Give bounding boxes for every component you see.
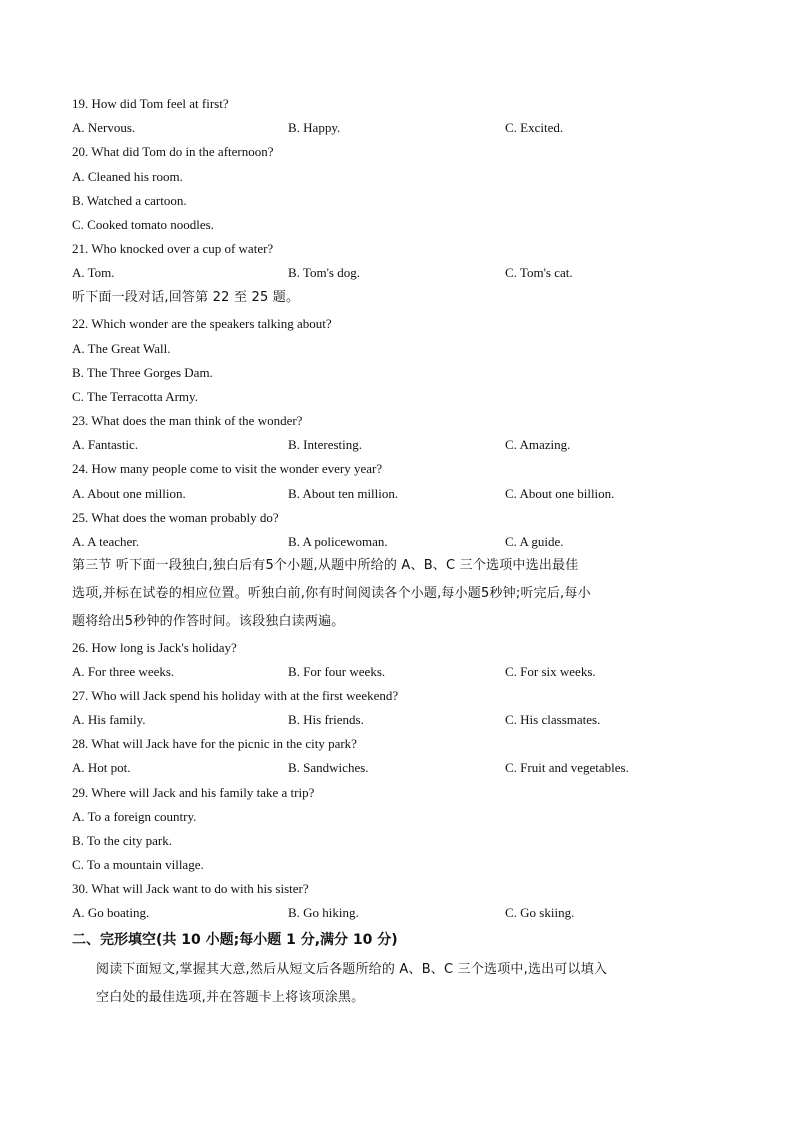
option-a: A. Tom. <box>72 265 115 280</box>
part2-instructions-line-1: 阅读下面短文,掌握其大意,然后从短文后各题所给的 A、B、C 三个选项中,选出可以填入 <box>96 962 608 977</box>
option-c: C. For six weeks. <box>505 664 596 679</box>
question-20-option-c: C. Cooked tomato noodles. <box>72 217 214 232</box>
question-29-option-a: A. To a foreign country. <box>72 809 197 824</box>
option-a: A. About one million. <box>72 486 186 501</box>
option-b: B. Happy. <box>288 120 341 135</box>
option-b: B. A policewoman. <box>288 534 388 549</box>
question-23: 23. What does the man think of the wonder? <box>72 413 303 428</box>
option-b: B. About ten million. <box>288 486 399 501</box>
question-24-options <box>72 486 772 502</box>
option-c: C. Tom's cat. <box>505 265 573 280</box>
part2-instructions-line-2: 空白处的最佳选项,并在答题卡上将该项涂黑。 <box>96 990 365 1005</box>
question-20: 20. What did Tom do in the afternoon? <box>72 144 274 159</box>
part2-heading: 二、完形填空(共 10 小题;每小题 1 分,满分 10 分) <box>72 932 398 948</box>
option-b: B. His friends. <box>288 712 364 727</box>
option-a: A. His family. <box>72 712 146 727</box>
option-c: C. His classmates. <box>505 712 601 727</box>
dialogue-intro: 听下面一段对话,回答第 22 至 25 题。 <box>72 290 300 305</box>
option-c: C. About one billion. <box>505 486 615 501</box>
question-22-option-a: A. The Great Wall. <box>72 341 171 356</box>
question-28-options <box>72 760 772 776</box>
question-28: 28. What will Jack have for the picnic in the city park? <box>72 736 357 751</box>
option-c: C. Amazing. <box>505 437 571 452</box>
question-21: 21. Who knocked over a cup of water? <box>72 241 274 256</box>
option-a: A. Nervous. <box>72 120 136 135</box>
question-22-option-c: C. The Terracotta Army. <box>72 389 198 404</box>
option-b: B. Go hiking. <box>288 905 359 920</box>
section3-instructions-line-1: 第三节 听下面一段独白,独白后有5个小题,从题中所给的 A、B、C 三个选项中选出最佳 <box>72 558 579 573</box>
option-a: A. Go boating. <box>72 905 150 920</box>
question-22: 22. Which wonder are the speakers talking about? <box>72 316 332 331</box>
question-20-option-a: A. Cleaned his room. <box>72 169 183 184</box>
question-29-option-c: C. To a mountain village. <box>72 857 204 872</box>
question-25-options <box>72 534 772 550</box>
option-b: B. For four weeks. <box>288 664 386 679</box>
option-b: B. Interesting. <box>288 437 363 452</box>
question-29: 29. Where will Jack and his family take a trip? <box>72 785 315 800</box>
question-30: 30. What will Jack want to do with his sister? <box>72 881 309 896</box>
question-19-options <box>72 120 772 136</box>
question-20-option-b: B. Watched a cartoon. <box>72 193 187 208</box>
section3-instructions-line-2: 选项,并标在试卷的相应位置。听独白前,你有时间阅读各个小题,每小题5秒钟;听完后,每小 <box>72 586 591 601</box>
question-23-options <box>72 437 772 453</box>
option-b: B. Sandwiches. <box>288 760 369 775</box>
question-27: 27. Who will Jack spend his holiday with at the first weekend? <box>72 688 399 703</box>
question-27-options <box>72 712 772 728</box>
question-19: 19. How did Tom feel at first? <box>72 96 229 111</box>
option-b: B. Tom's dog. <box>288 265 360 280</box>
option-c: C. A guide. <box>505 534 564 549</box>
question-26: 26. How long is Jack's holiday? <box>72 640 237 655</box>
question-29-option-b: B. To the city park. <box>72 833 172 848</box>
option-c: C. Go skiing. <box>505 905 575 920</box>
question-30-options <box>72 905 772 921</box>
question-22-option-b: B. The Three Gorges Dam. <box>72 365 213 380</box>
option-a: A. A teacher. <box>72 534 140 549</box>
question-24: 24. How many people come to visit the wonder every year? <box>72 461 383 476</box>
option-c: C. Fruit and vegetables. <box>505 760 629 775</box>
question-25: 25. What does the woman probably do? <box>72 510 279 525</box>
section3-instructions-line-3: 题将给出5秒钟的作答时间。该段独白读两遍。 <box>72 614 345 629</box>
option-a: A. Fantastic. <box>72 437 139 452</box>
option-a: A. Hot pot. <box>72 760 131 775</box>
question-21-options <box>72 265 772 281</box>
question-26-options <box>72 664 772 680</box>
option-a: A. For three weeks. <box>72 664 175 679</box>
option-c: C. Excited. <box>505 120 564 135</box>
